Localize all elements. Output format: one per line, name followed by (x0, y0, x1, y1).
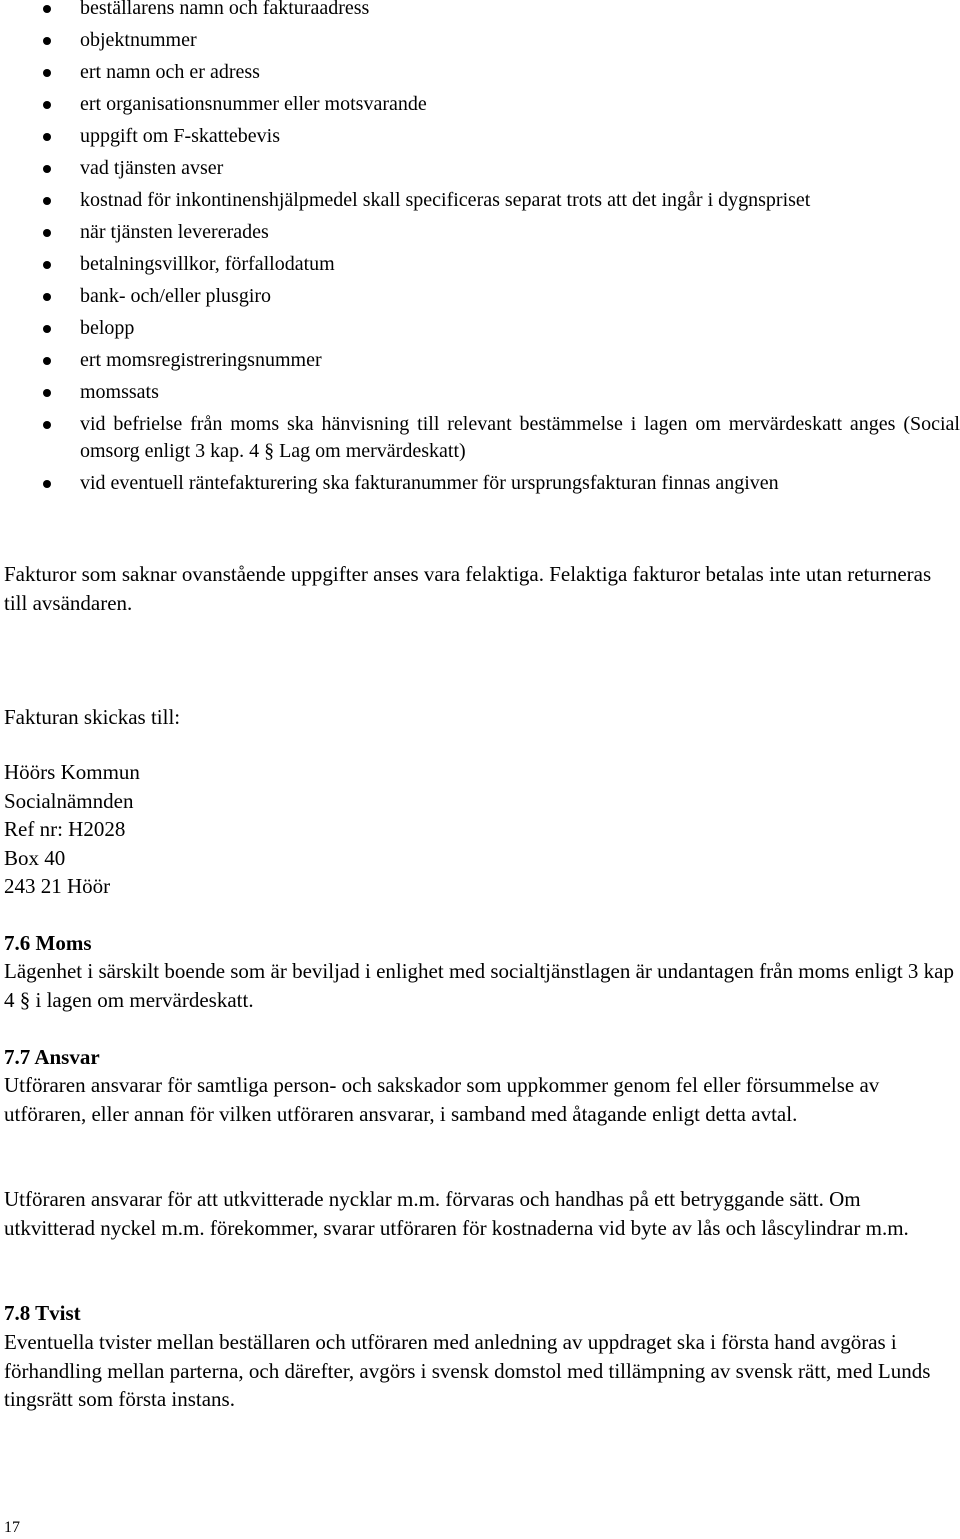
invalid-invoices-paragraph: Fakturor som saknar ovanstående uppgifter anses vara felaktiga. Felaktiga fakturor betalas inte utan returneras till avsändaren. (4, 562, 932, 615)
section-heading-ansvar: 7.7 Ansvar (4, 1045, 100, 1069)
list-item: vid befrielse från moms ska hänvisning till relevant bestämmelse i lagen om mervärdeskatt anges (Social omsorg enligt 3 kap. 4 § Lag om mervärdeskatt) (0, 411, 960, 465)
list-item: objektnummer (0, 27, 960, 54)
bullet-icon (43, 293, 51, 301)
bullet-icon (43, 165, 51, 173)
bullet-icon (43, 229, 51, 237)
bullet-icon (43, 261, 51, 269)
list-item: bank- och/eller plusgiro (0, 283, 960, 310)
bullet-icon (43, 37, 51, 45)
section-heading-moms: 7.6 Moms (4, 931, 92, 955)
list-item: när tjänsten levererades (0, 219, 960, 246)
invoice-requirements-list (0, 0, 960, 502)
list-item: beställarens namn och fakturaadress (0, 0, 960, 22)
address-line: Ref nr: H2028 (4, 817, 126, 841)
bullet-icon (43, 101, 51, 109)
bullet-icon (43, 389, 51, 397)
bullet-icon (43, 69, 51, 77)
ansvar-paragraph-2: Utföraren ansvarar för att utkvitterade nycklar m.m. förvaras och handhas på ett betryggande sätt. Om utkvitterad nyckel m.m. förekommer, svarar utföraren för kostnaderna vid byte av lås och låscylindrar m.m. (4, 1187, 909, 1240)
address-line: Höörs Kommun (4, 760, 140, 784)
list-item: ert momsregistreringsnummer (0, 347, 960, 374)
send-to-label: Fakturan skickas till: (4, 705, 181, 729)
list-item: belopp (0, 315, 960, 342)
moms-paragraph: Lägenhet i särskilt boende som är beviljad i enlighet med socialtjänstlagen är undantagen från moms enligt 3 kap 4 § i lagen om mervärdeskatt. (4, 959, 954, 1012)
page-number: 17 (4, 1519, 20, 1536)
list-item: vid eventuell räntefakturering ska fakturanummer för ursprungsfakturan finnas angiven (0, 470, 960, 497)
list-item: betalningsvillkor, förfallodatum (0, 251, 960, 278)
list-item: ert namn och er adress (0, 59, 960, 86)
section-heading-tvist: 7.8 Tvist (4, 1301, 81, 1325)
bullet-icon (43, 421, 51, 429)
list-item: ert organisationsnummer eller motsvarande (0, 91, 960, 118)
address-line: 243 21 Höör (4, 874, 111, 898)
list-item: uppgift om F-skattebevis (0, 123, 960, 150)
bullet-icon (43, 133, 51, 141)
address-line: Box 40 (4, 845, 66, 870)
ansvar-paragraph-1: Utföraren ansvarar för samtliga person- och sakskador som uppkommer genom fel eller försummelse av utföraren, eller annan för vilken utföraren ansvarar, i samband med åtagande enligt detta avtal. (4, 1073, 880, 1126)
list-item: vad tjänsten avser (0, 155, 960, 182)
bullet-icon (43, 5, 51, 13)
bullet-icon (43, 480, 51, 488)
bullet-icon (43, 325, 51, 333)
address-line: Socialnämnden (4, 788, 134, 813)
bullet-icon (43, 197, 51, 205)
list-item: momssats (0, 379, 960, 406)
list-item: kostnad för inkontinenshjälpmedel skall specificeras separat trots att det ingår i dygnspriset (0, 187, 960, 214)
bullet-icon (43, 357, 51, 365)
invoice-address (4, 758, 140, 901)
tvist-paragraph: Eventuella tvister mellan beställaren och utföraren med anledning av uppdraget ska i första hand avgöras i förhandling mellan parterna, och därefter, avgörs i svensk domstol med tillämpning av svensk rätt, med Lunds tingsrätt som första instans. (4, 1330, 931, 1411)
